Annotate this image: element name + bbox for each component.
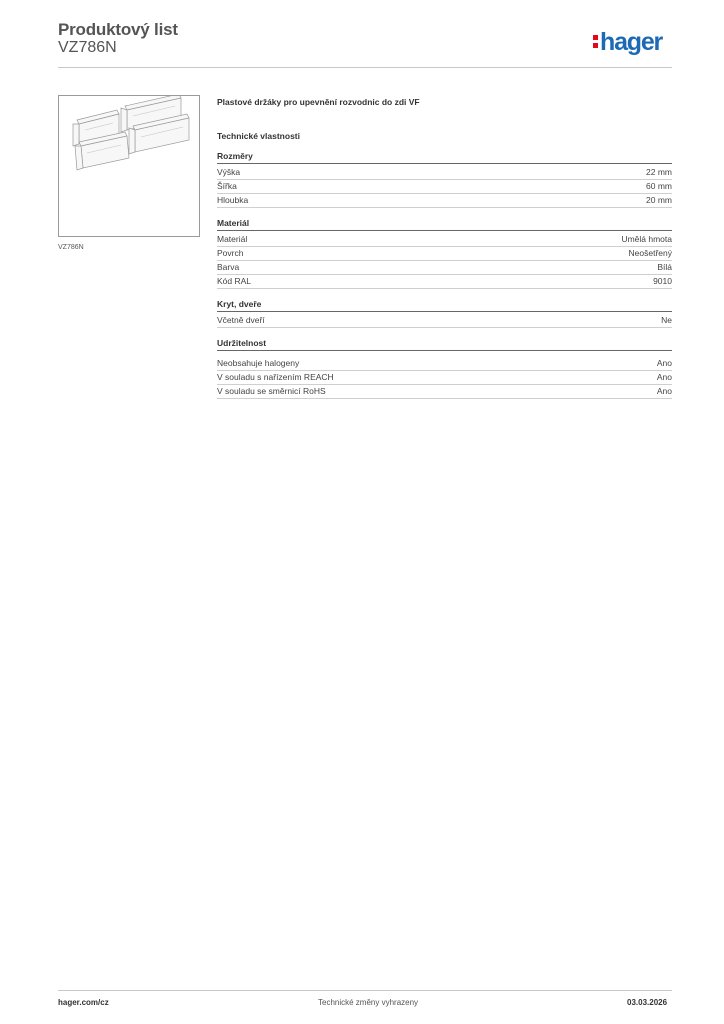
spec-value: 22 mm: [646, 167, 672, 177]
spec-row: [217, 166, 672, 180]
spec-value: Umělá hmota: [621, 234, 672, 244]
spec-value: Ne: [661, 315, 672, 325]
footer-divider: [58, 990, 672, 991]
spec-row: [217, 180, 672, 194]
product-description: Plastové držáky pro upevnění rozvodnic do zdi VF: [217, 97, 420, 107]
spec-value: 60 mm: [646, 181, 672, 191]
spec-label: Kód RAL: [217, 276, 252, 286]
spec-label: V souladu s nařízením REACH: [217, 372, 334, 382]
footer-note: Technické změny vyhrazeny: [318, 998, 419, 1007]
spec-row: [217, 194, 672, 208]
header-divider: [58, 67, 672, 68]
spec-row: [217, 385, 672, 399]
technical-properties-heading: Technické vlastnosti: [217, 131, 300, 141]
spec-label: Šířka: [217, 181, 237, 191]
footer-date: 03.03.2026: [627, 998, 668, 1007]
spec-row: [217, 261, 672, 275]
section-title: Materiál: [217, 218, 672, 231]
spec-row: [217, 314, 672, 328]
spec-label: Hloubka: [217, 195, 249, 205]
section-cover-door: [217, 299, 672, 328]
section-title: Kryt, dveře: [217, 299, 672, 312]
section-title: Udržitelnost: [217, 338, 672, 351]
section-material: [217, 218, 672, 289]
bracket-set-illustration: [59, 96, 199, 236]
product-image: [58, 95, 200, 237]
spec-label: Výška: [217, 167, 241, 177]
spec-label: V souladu se směrnicí RoHS: [217, 386, 326, 396]
logo-text: hager: [600, 28, 663, 56]
product-details: [217, 96, 672, 399]
product-code: VZ786N: [58, 39, 117, 56]
section-title: Rozměry: [217, 151, 672, 164]
image-caption: VZ786N: [58, 244, 84, 251]
section-sustainability: [217, 338, 672, 399]
spec-value: Ano: [656, 372, 672, 382]
spec-row: [217, 233, 672, 247]
logo-dots-icon: [593, 34, 598, 49]
spec-label: Barva: [217, 262, 240, 272]
spec-label: Povrch: [217, 248, 244, 258]
spec-value: Bílá: [657, 262, 672, 272]
spec-label: Neobsahuje halogeny: [217, 358, 300, 368]
section-dimensions: [217, 151, 672, 208]
spec-value: Ano: [656, 358, 672, 368]
spec-value: 9010: [653, 276, 672, 286]
spec-label: Včetně dveří: [217, 315, 265, 325]
spec-value: Ano: [656, 386, 672, 396]
spec-row: [217, 247, 672, 261]
spec-value: 20 mm: [646, 195, 672, 205]
spec-row: [217, 371, 672, 385]
footer-website-link[interactable]: hager.com/cz: [58, 998, 109, 1007]
spec-value: Neošetřený: [628, 248, 672, 258]
spec-row: [217, 275, 672, 289]
spec-row: [217, 357, 672, 371]
page-title: Produktový list: [58, 20, 178, 39]
spec-label: Materiál: [217, 234, 248, 244]
hager-logo: [593, 27, 662, 57]
